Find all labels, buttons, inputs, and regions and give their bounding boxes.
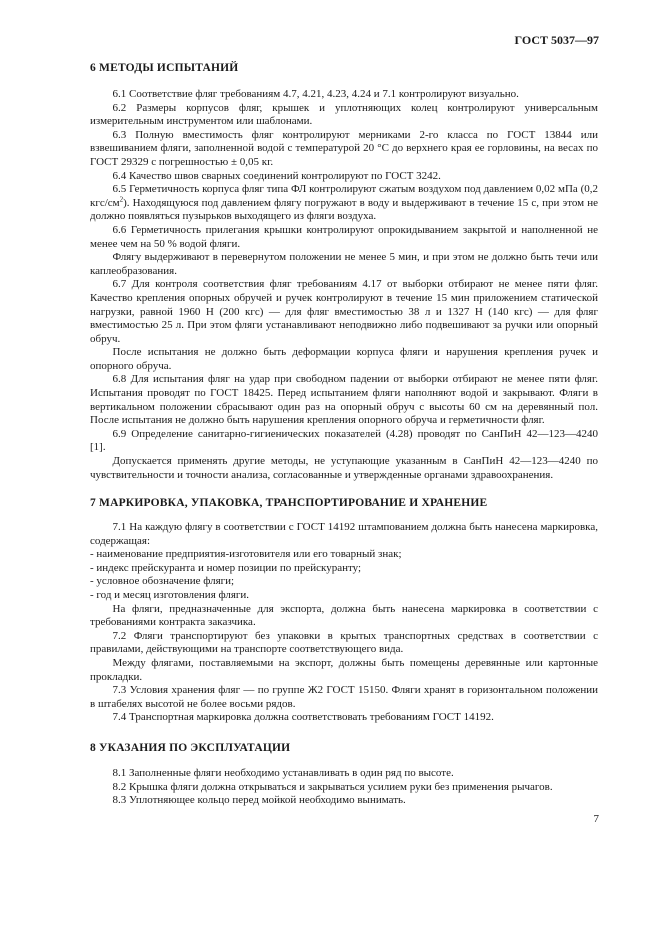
paragraph-7-3: 7.3 Условия хранения фляг — по группе Ж2 ГОСТ 15150. Фляги хранят в горизонтальном положении в штабелях высотой не более восьми рядов. bbox=[90, 684, 598, 710]
paragraph-7-2: 7.2 Фляги транспортируют без упаковки в крытых транспортных средствах в соответствии с правилами, действующими на транспорте соответствующего вида. bbox=[90, 629, 598, 656]
paragraph-8-2: 8.2 Крышка фляги должна открываться и закрываться усилием руки без применения рычагов. bbox=[112, 780, 553, 793]
paragraph-7-4: 7.4 Транспортная маркировка должна соответствовать требованиям ГОСТ 14192. bbox=[112, 711, 494, 724]
list-item: - индекс прейскуранта и номер позиции по прейскуранту; bbox=[90, 561, 362, 574]
paragraph-6-5-part-a: 6.5 Герметичность корпуса фляг типа ФЛ контролируют сжатым воздухом под давлением 0,02 мПа (0,2 кгс/см bbox=[90, 183, 598, 209]
paragraph-6-9: 6.9 Определение санитарно-гигиенических показателей (4.28) проводят по СанПиН 42—123—4240 [1]. bbox=[90, 427, 598, 454]
page-number: 7 bbox=[593, 813, 599, 825]
paragraph-6-5 bbox=[90, 183, 598, 224]
paragraph-6-8: 6.8 Для испытания фляг на удар при свободном падении от выборки отбирают не менее пяти фляг. Испытания проводят по ГОСТ 18425. Перед испытанием фляги наполняют водой и закрывают. Фляги в вертикальном положении сбрасывают один раз на опорный обруч с высоты 60 см на деревянный пол. После испытания не должно быть нарушения крепления опорного обруча и герметичности фляг. bbox=[90, 373, 598, 427]
paragraph-6-5-part-b: ). Находящуюся под давлением флягу погружают в воду и выдерживают в течение 15 с, при этом не должно появляться пузырьков выходящего из фляги воздуха. bbox=[90, 196, 598, 223]
paragraph-6-3: 6.3 Полную вместимость фляг контролируют мерниками 2-го класса по ГОСТ 13844 или взвешиванием фляги, заполненной водой с температурой 20 °С до верхнего края ее горловины, на весах по ГОСТ 29329 с погрешностью ± 0,05 кг. bbox=[90, 128, 598, 168]
list-item: - наименование предприятия-изготовителя или его товарный знак; bbox=[90, 548, 402, 561]
section-7-body bbox=[90, 521, 598, 725]
paragraph-6-6-continued: Флягу выдерживают в перевернутом положении не менее 5 мин, и при этом не должно быть течи или каплеобразования. bbox=[90, 251, 598, 277]
section-6 bbox=[90, 62, 598, 76]
paragraph-6-2: 6.2 Размеры корпусов фляг, крышек и уплотняющих колец контролируют универсальным измерительным инструментом или шаблонами. bbox=[90, 101, 598, 128]
paragraph-6-4: 6.4 Качество швов сварных соединений контролируют по ГОСТ 3242. bbox=[112, 169, 441, 182]
paragraph-7-1: 7.1 На каждую флягу в соответствии с ГОСТ 14192 штампованием должна быть нанесена маркировка, содержащая: bbox=[90, 521, 598, 547]
section-8-body bbox=[90, 767, 598, 808]
document-header: ГОСТ 5037—97 bbox=[514, 33, 599, 47]
paragraph-8-3: 8.3 Уплотняющее кольцо перед мойкой необходимо вынимать. bbox=[112, 794, 406, 807]
list-item: - условное обозначение фляги; bbox=[90, 575, 235, 588]
paragraph-8-1: 8.1 Заполненные фляги необходимо устанавливать в один ряд по высоте. bbox=[112, 767, 454, 779]
paragraph-6-6: 6.6 Герметичность прилегания крышки контролируют опрокидыванием закрытой и наполненной не менее чем на 50 % водой фляги. bbox=[90, 223, 598, 250]
section-8 bbox=[90, 742, 598, 756]
paragraph-6-7: 6.7 Для контроля соответствия фляг требованиям 4.17 от выборки отбирают не менее пяти фляг. Качество крепления опорных обручей и ручек контролируют в течение 15 мин приложением статической нагрузки, равной 1960 Н (200 кгс) — для фляг вместимостью 38 л и 1327 Н (140 кгс) — для фляг вместимостью 25 л. При этом фляги устанавливают неподвижно либо подвешивают за ручки или опорный обруч. bbox=[90, 278, 598, 345]
section-7-title: 7 МАРКИРОВКА, УПАКОВКА, ТРАНСПОРТИРОВАНИЕ И ХРАНЕНИЕ bbox=[90, 497, 488, 509]
paragraph-7-1-continued: На фляги, предназначенные для экспорта, должна быть нанесена маркировка в соответствии с требованиями контракта заказчика. bbox=[90, 602, 598, 629]
section-6-body bbox=[90, 88, 598, 482]
paragraph-6-9-continued: Допускается применять другие методы, не уступающие указанным в СанПиН 42—123—4240 по чувствительности и точности анализа, согласованные и утвержденные органами здравоохранения. bbox=[90, 455, 598, 481]
paragraph-6-1: 6.1 Соответствие фляг требованиям 4.7, 4.21, 4.23, 4.24 и 7.1 контролируют визуально. bbox=[112, 88, 519, 100]
list-item: - год и месяц изготовления фляги. bbox=[90, 588, 250, 601]
paragraph-6-7-continued: После испытания не должно быть деформации корпуса фляги и нарушения крепления ручек и опорного обруча. bbox=[90, 346, 598, 372]
section-8-title: 8 УКАЗАНИЯ ПО ЭКСПЛУАТАЦИИ bbox=[90, 742, 291, 754]
section-6-title: 6 МЕТОДЫ ИСПЫТАНИЙ bbox=[90, 62, 239, 74]
section-7 bbox=[90, 497, 598, 511]
superscript: 2 bbox=[119, 195, 124, 204]
paragraph-7-2-continued: Между флягами, поставляемыми на экспорт, должны быть помещены деревянные или картонные прокладки. bbox=[90, 656, 598, 683]
